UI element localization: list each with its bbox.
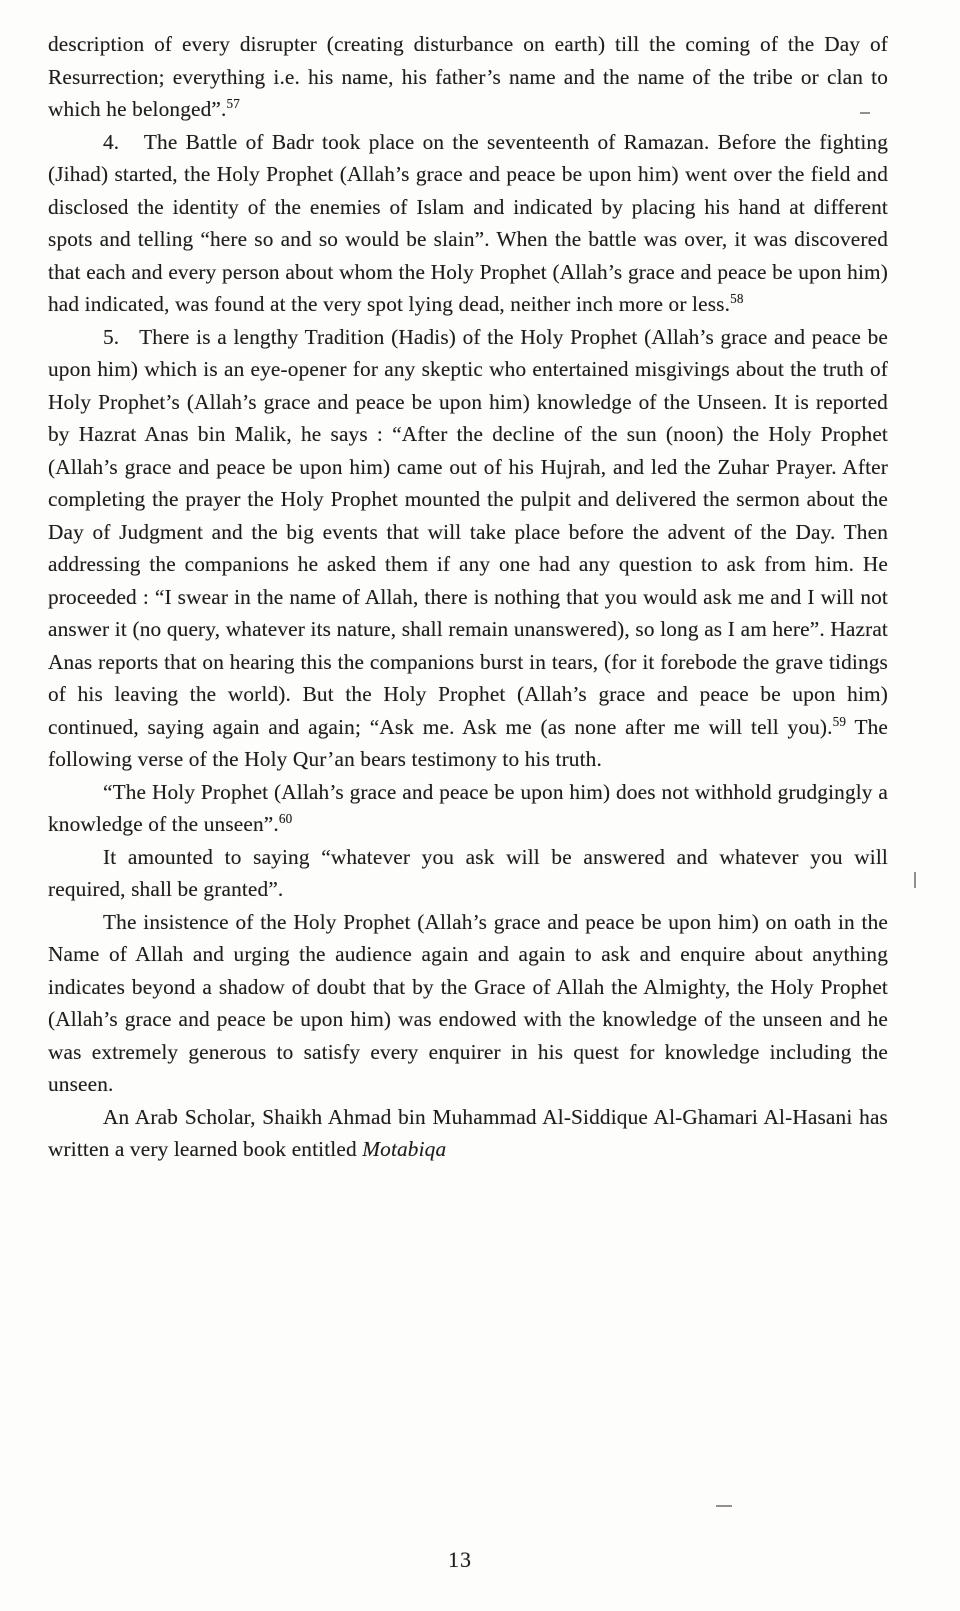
text-run: The following verse of the Holy Qur’an bears testimony to his truth.	[48, 714, 888, 771]
paragraph-arab-scholar	[48, 1101, 888, 1166]
book-title: Motabiqa	[362, 1137, 447, 1161]
text-run: 4. The Battle of Badr took place on the seventeenth of Ramazan. Before the fighting (Jihad) started, the Holy Prophet (Allah’s grace and peace be upon him) went over the field and disclosed the identity of the enemies of Islam and indicated by placing his hand at different spots and telling “here so and so would be slain”. When the battle was over, it was discovered that each and every person about whom the Holy Prophet (Allah’s grace and peace be upon him) had indicated, was found at the very spot lying dead, neither inch more or less.	[48, 129, 888, 316]
scan-artifact	[914, 872, 916, 888]
scan-artifact	[716, 1505, 732, 1507]
text-block	[48, 28, 888, 1166]
text-run: It amounted to saying “whatever you ask will be answered and whatever you will required, shall be granted”.	[48, 844, 888, 901]
text-run: An Arab Scholar, Shaikh Ahmad bin Muhammad Al-Siddique Al-Ghamari Al-Hasani has written a very learned book entitled	[48, 1104, 888, 1161]
text-run: The insistence of the Holy Prophet (Allah’s grace and peace be upon him) on oath in the Name of Allah and urging the audience again and again to ask and enquire about anything indicates beyond a shadow of doubt that by the Grace of Allah the Almighty, the Holy Prophet (Allah’s grace and peace be upon him) was endowed with the knowledge of the unseen and he was extremely generous to satisfy every enquirer in his quest for knowledge including the unseen.	[48, 909, 888, 1096]
text-run: description of every disrupter (creating disturbance on earth) till the coming of the Day of Resurrection; everything i.e. his name, his father’s name and the name of the tribe or clan to which he belonged”.	[48, 32, 888, 121]
paragraph-item-5	[48, 321, 888, 776]
text-run: “The Holy Prophet (Allah’s grace and peace be upon him) does not withhold grudgingly a knowledge of the unseen”.	[48, 779, 888, 836]
paragraph-verse-quote	[48, 776, 888, 841]
page-number: 13	[448, 1547, 472, 1572]
text-run: 5. There is a lengthy Tradition (Hadis) of the Holy Prophet (Allah’s grace and peace be upon him) which is an eye-opener for any skeptic who entertained misgivings about the truth of Holy Prophet’s (Allah’s grace and peace be upon him) knowledge of the Unseen. It is reported by Hazrat Anas bin Malik, he says : “After the decline of the sun (noon) the Holy Prophet (Allah’s grace and peace be upon him) came out of his Hujrah, and led the Zuhar Prayer. After completing the prayer the Holy Prophet mounted the pulpit and delivered the sermon about the Day of Judgment and the big events that will take place before the advent of the Day. Then addressing the companions he asked them if any one had any question to ask from him. He proceeded : “I swear in the name of Allah, there is nothing that you would ask me and I will not answer it (no query, whatever its nature, shall remain unanswered), so long as I am here”. Hazrat Anas reports that on hearing this the companions burst in tears, (for it forebode the grave tidings of his leaving the world). But the Holy Prophet (Allah’s grace and peace be upon him) continued, saying again and again; “Ask me. Ask me (as none after me will tell you).	[48, 324, 888, 739]
paragraph-item-4	[48, 126, 888, 321]
footnote-ref: 60	[278, 810, 293, 826]
paragraph-insistence	[48, 906, 888, 1101]
footnote-ref: 57	[226, 95, 240, 111]
paragraph-continuation	[48, 28, 888, 126]
scan-artifact	[860, 112, 870, 114]
footnote-ref: 59	[832, 713, 847, 729]
footnote-ref: 58	[730, 290, 744, 306]
paragraph-amounted	[48, 841, 888, 906]
